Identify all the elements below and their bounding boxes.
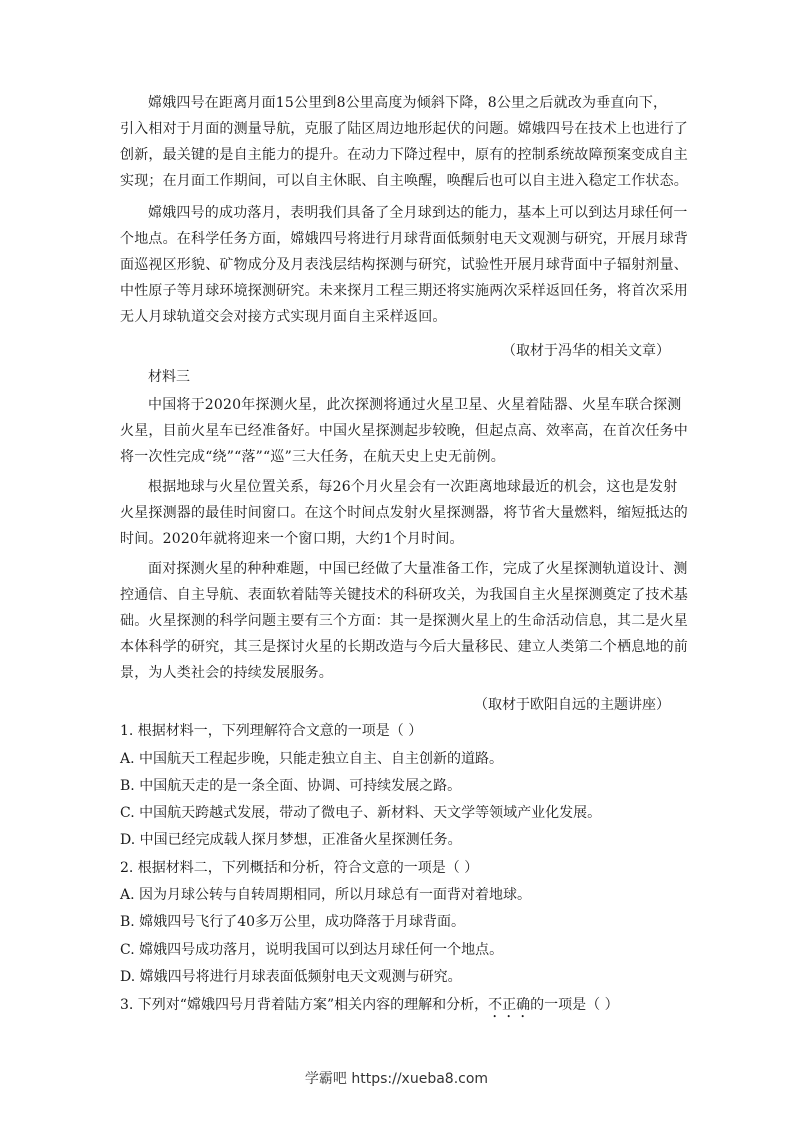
text-line: 将一次性完成“绕”“落”“巡”三大任务，在航天史上史无前例。 — [120, 449, 505, 465]
question-1-option-d: D. 中国已经完成载人探月梦想，正准备火星探测任务。 — [120, 832, 462, 848]
text-line: 引入相对于月面的测量导航，克服了陆区周边地形起伏的问题。嫦娥四号在技术上也进行了 — [120, 121, 688, 137]
question-1-option-a: A. 中国航天工程起步晚，只能走独立自主、自主创新的道路。 — [120, 751, 504, 767]
material2-source: （取材于冯华的相关文章） — [502, 343, 670, 359]
material3-paragraph-2 — [120, 474, 688, 552]
question-3-stem — [120, 992, 619, 1021]
text-line: 火星，目前火星车已经准备好。中国火星探测起步较晚，但起点高、效率高，在首次任务中 — [120, 423, 688, 439]
text-line: 中性原子等月球环境探测研究。未来探月工程三期还将实施两次采样返回任务，将首次采用 — [120, 283, 688, 299]
text-line: 火星探测器的最佳时间窗口。在这个时间点发射火星探测器，将节省大量燃料，缩短抵达的 — [120, 505, 688, 521]
question-2-option-d: D. 嫦娥四号将进行月球表面低频射电天文观测与研究。 — [120, 969, 462, 985]
text-line: 无人月球轨道交会对接方式实现月面自主采样返回。 — [120, 309, 447, 325]
text-line: 实现；在月面工作期间，可以自主休眠、自主唤醒，唤醒后也可以自主进入稳定工作状态。 — [120, 173, 688, 189]
question-3-emphasis: 不正确 — [488, 997, 531, 1013]
question-3-stem-prefix: 3. 下列对“嫦娥四号月背着陆方案”相关内容的理解和分析， — [120, 997, 489, 1013]
question-1-option-b: B. 中国航天走的是一条全面、协调、可持续发展之路。 — [120, 778, 462, 794]
text-line: 时间。2020年就将迎来一个窗口期，大约1个月时间。 — [120, 531, 464, 547]
question-1-option-c: C. 中国航天跨越式发展，带动了微电子、新材料、天文学等领域产业化发展。 — [120, 805, 602, 821]
question-2-option-b: B. 嫦娥四号飞行了40多万公里，成功降落于月球背面。 — [120, 914, 466, 930]
text-line: 嫦娥四号的成功落月，表明我们具备了全月球到达的能力，基本上可以到达月球任何一 — [148, 205, 688, 221]
question-3-stem-suffix: 的一项是（ ） — [530, 997, 619, 1013]
text-line: 本体科学的研究，其三是探讨火星的长期改造与今后大量移民、建立人类第二个栖息地的前 — [120, 639, 688, 655]
text-line: 个地点。在科学任务方面，嫦娥四号将进行月球背面低频射电天文观测与研究，开展月球背 — [120, 231, 688, 247]
text-line: 嫦娥四号在距离月面15公里到8公里高度为倾斜下降，8公里之后就改为垂直向下， — [148, 95, 668, 111]
question-1-stem: 1. 根据材料一，下列理解符合文意的一项是（ ） — [120, 723, 423, 739]
question-2-option-a: A. 因为月球公转与自转周期相同，所以月球总有一面背对着地球。 — [120, 887, 532, 903]
text-line: 面对探测火星的种种难题，中国已经做了大量准备工作，完成了火星探测轨道设计、测 — [148, 561, 688, 577]
text-line: 中国将于2020年探测火星，此次探测将通过火星卫星、火星着陆器、火星车联合探测 — [148, 397, 682, 413]
text-line: 创新，最关键的是自主能力的提升。在动力下降过程中，原有的控制系统故障预案变成自主 — [120, 147, 688, 163]
material3-paragraph-3 — [120, 556, 688, 686]
text-line: 景，为人类社会的持续发展服务。 — [120, 665, 333, 681]
material3-source: （取材于欧阳自远的主题讲座） — [474, 697, 670, 713]
footer-watermark: 学霸吧 https://xueba8.com — [304, 1071, 489, 1087]
question-2-stem: 2. 根据材料二，下列概括和分析，符合文意的一项是（ ） — [120, 860, 479, 876]
material3-heading: 材料三 — [148, 369, 190, 385]
material3-paragraph-1 — [120, 392, 688, 470]
question-2-option-c: C. 嫦娥四号成功落月，说明我国可以到达月球任何一个地点。 — [120, 942, 504, 958]
material2-paragraph-2 — [120, 200, 688, 330]
text-line: 控通信、自主导航、表面软着陆等关键技术的科研攻关，为我国自主火星探测奠定了技术基 — [120, 587, 688, 603]
material2-paragraph-1 — [120, 90, 688, 194]
text-line: 面巡视区形貌、矿物成分及月表浅层结构探测与研究，试验性开展月球背面中子辐射剂量、 — [120, 257, 688, 273]
text-line: 根据地球与火星位置关系，每26个月火星会有一次距离地球最近的机会，这也是发射 — [148, 479, 678, 495]
text-line: 础。火星探测的科学问题主要有三个方面：其一是探测火星上的生命活动信息，其二是火星 — [120, 613, 688, 629]
